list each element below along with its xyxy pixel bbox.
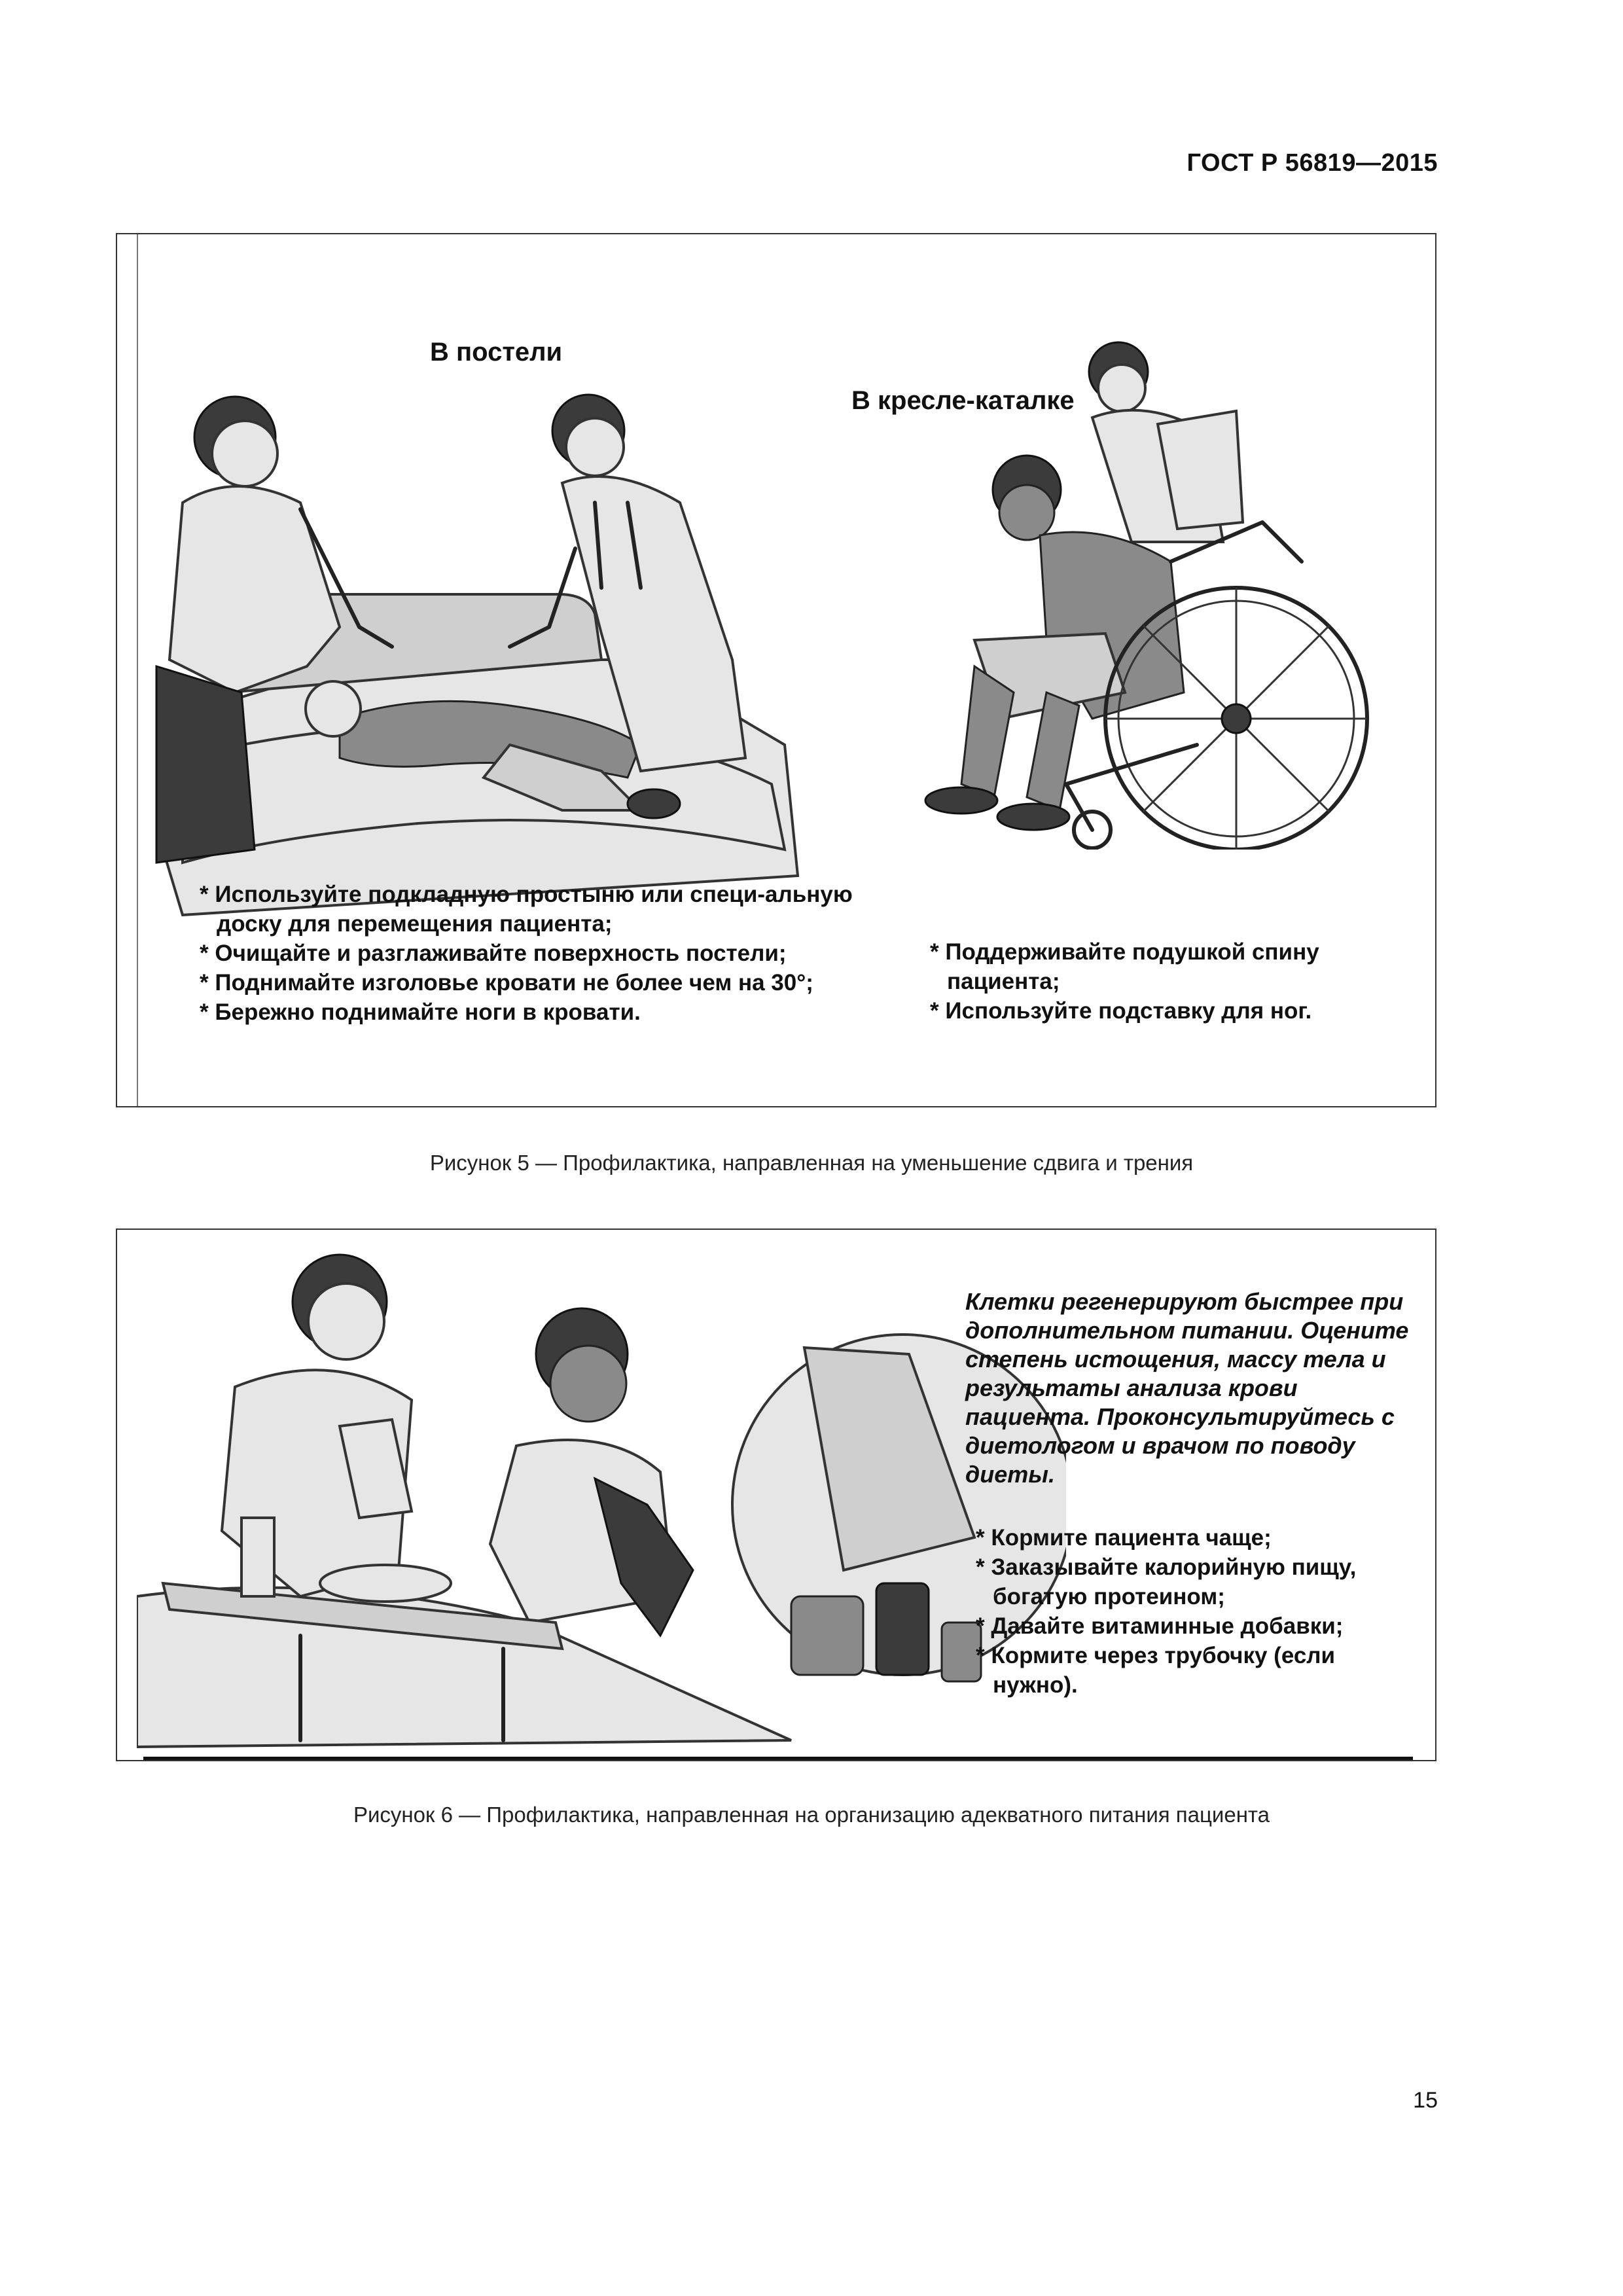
wheelchair-tips-list [930, 937, 1388, 1026]
bottom-rule [143, 1757, 1413, 1760]
page-number: 15 [1413, 2088, 1438, 2113]
nutrition-tip: * Заказывайте калорийную пищу, богатую протеином; [976, 1554, 1357, 1609]
frame-inner-line [137, 234, 138, 1106]
nutrition-tip: * Кормите через трубочку (если нужно). [976, 1643, 1336, 1698]
figure-6-frame [116, 1229, 1436, 1761]
wheelchair-illustration [896, 326, 1419, 850]
bed-tips-list [200, 880, 854, 1027]
wheelchair-heading: В кресле-каталке [851, 386, 1075, 415]
nutrition-tip: * Кормите пациента чаще; [976, 1525, 1272, 1551]
bed-tip: * Используйте подкладную простыню или специ-альную доску для перемещения пациента; [200, 882, 853, 937]
figure-5-caption: Рисунок 5 — Профилактика, направленная на уменьшение сдвига и трения [429, 1151, 1194, 1175]
wheelchair-tip: * Поддерживайте подушкой спину пациента; [930, 939, 1319, 994]
document-header: ГОСТ Р 56819—2015 [1186, 149, 1438, 177]
nutrition-advice: Клетки регенерируют быстрее при дополнительном питании. Оцените степень истощения, массу тела и результаты анализа крови пациента. Проконсультируйтесь с диетологом и врачом по поводу диеты. [965, 1288, 1409, 1488]
figure-6-caption: Рисунок 6 — Профилактика, направленная на организацию адекватного питания пациента [353, 1803, 1270, 1827]
wheelchair-tip: * Используйте подставку для ног. [930, 998, 1312, 1024]
nutrition-tip: * Давайте витаминные добавки; [976, 1613, 1344, 1639]
figure-5-frame [116, 233, 1436, 1107]
nutrition-tips-list [976, 1523, 1408, 1700]
nutrition-illustration [137, 1230, 1066, 1753]
bed-tip: * Очищайте и разглаживайте поверхность постели; [200, 941, 787, 966]
bed-heading: В постели [430, 338, 563, 367]
bed-tip: * Бережно поднимайте ноги в кровати. [200, 999, 641, 1025]
bed-tip: * Поднимайте изголовье кровати не более чем на 30°; [200, 970, 813, 996]
bed-illustration [143, 352, 929, 928]
